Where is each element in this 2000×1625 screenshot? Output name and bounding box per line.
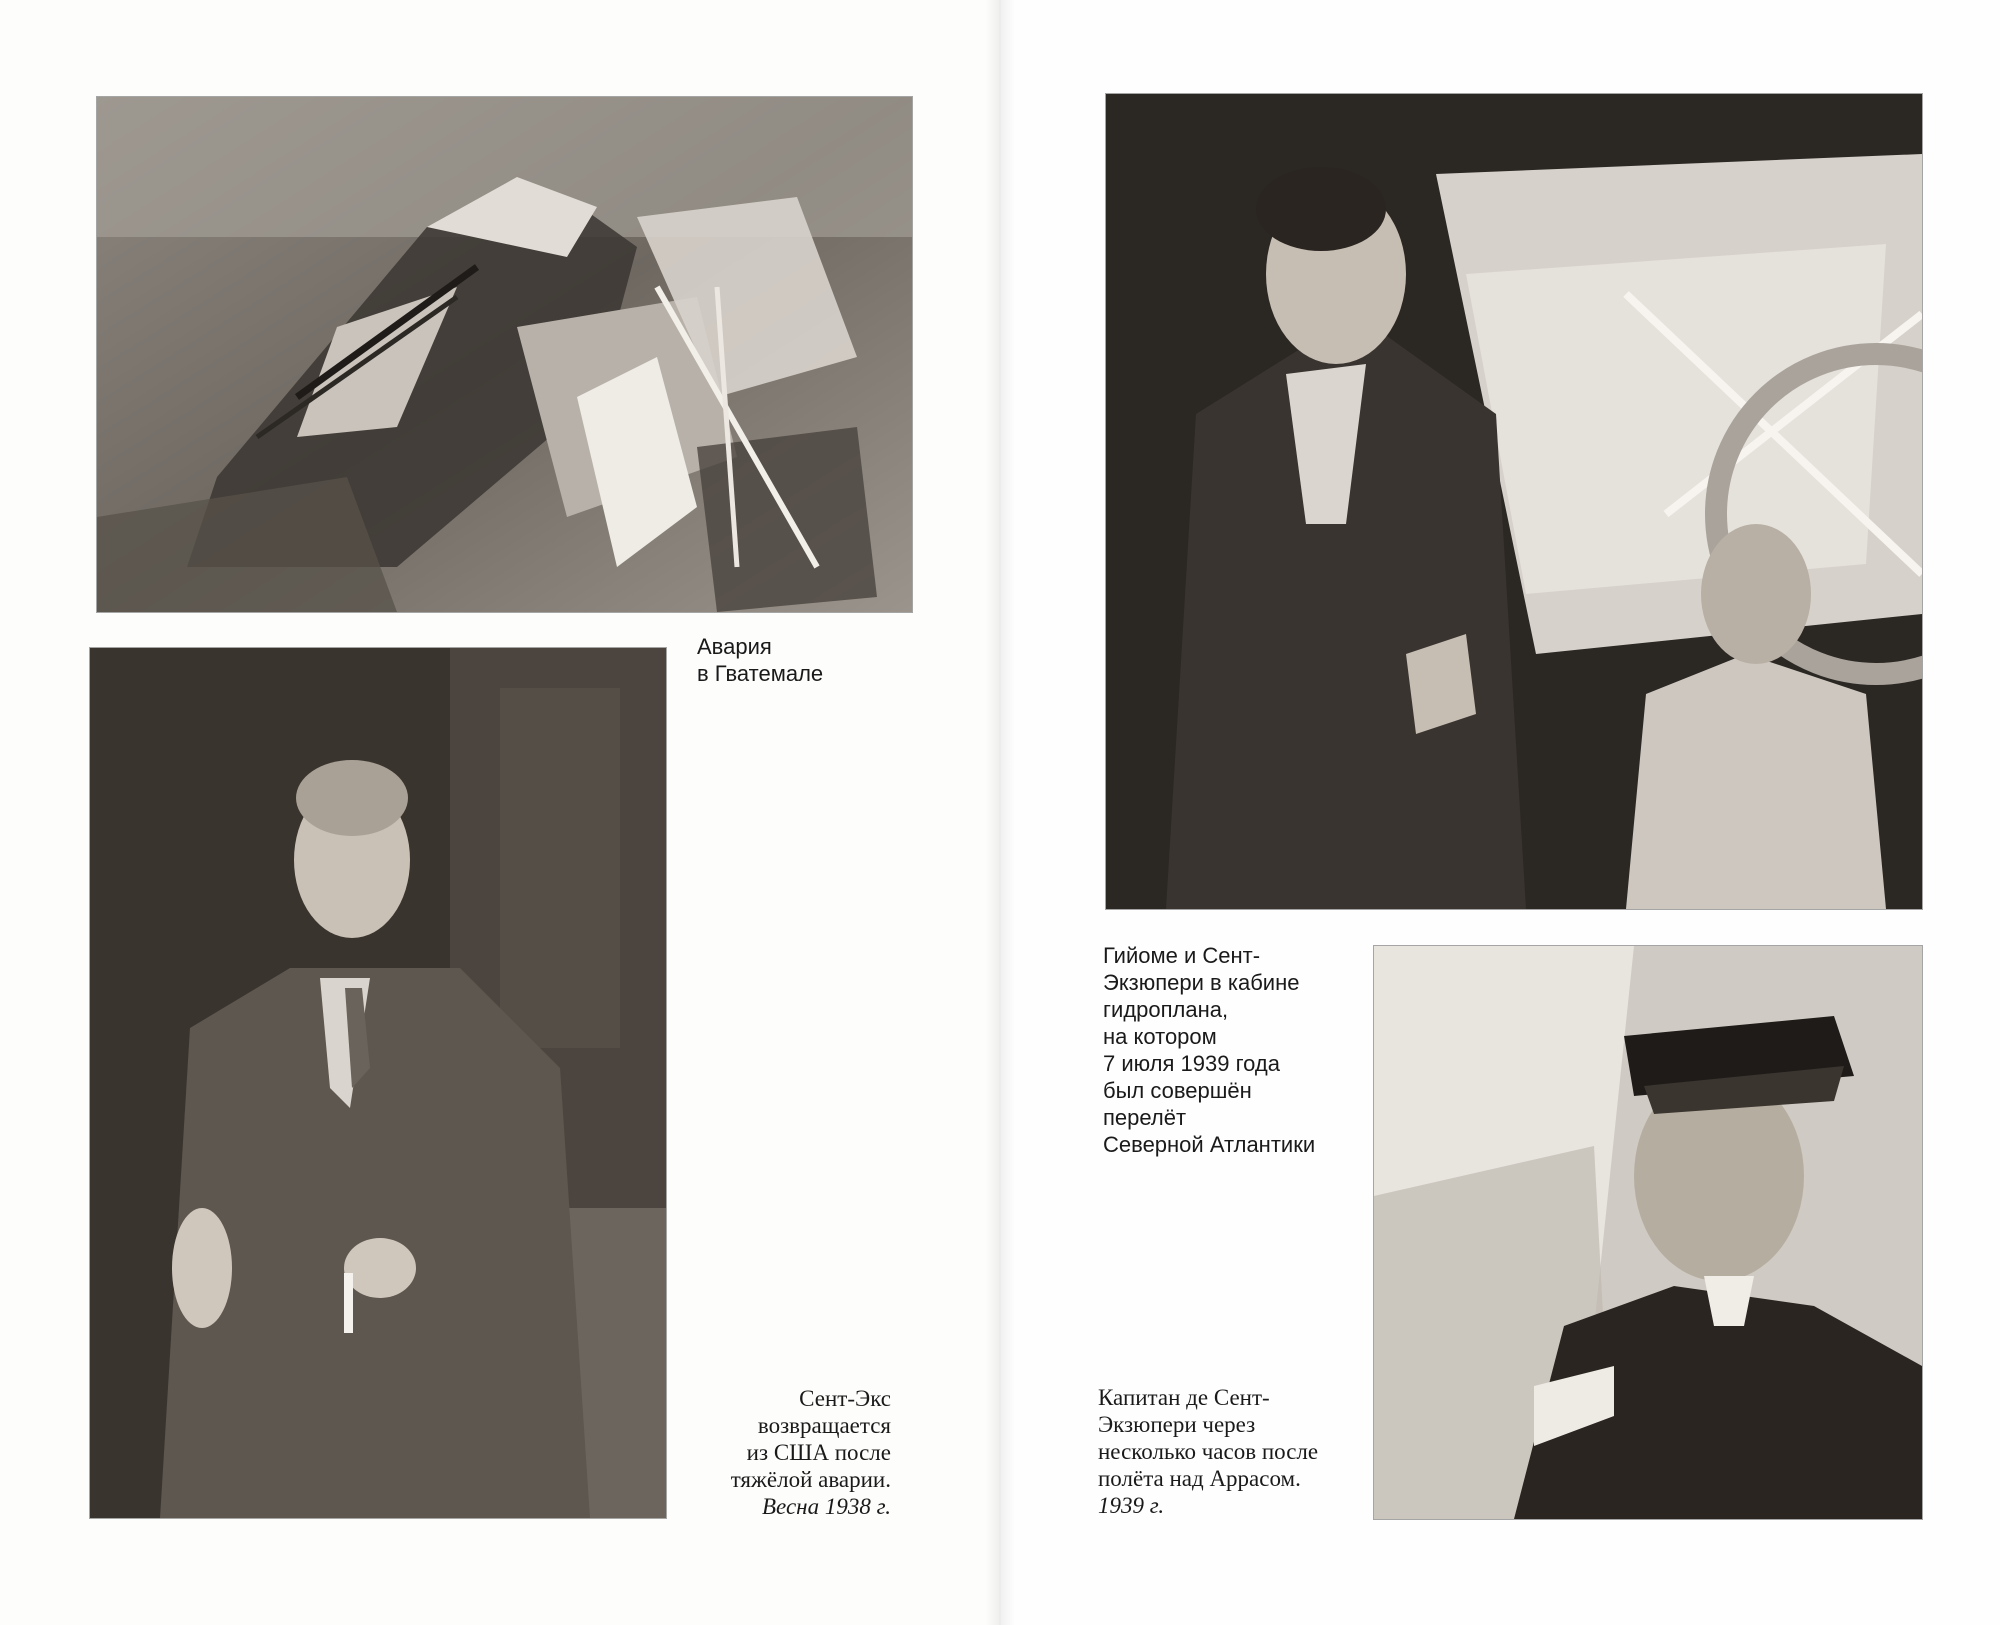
caption-cockpit bbox=[1103, 942, 1315, 1158]
seaplane-cockpit-photo bbox=[1106, 94, 1922, 909]
caption-line: на котором bbox=[1103, 1024, 1217, 1049]
caption-line: гидроплана, bbox=[1103, 997, 1229, 1022]
caption-line: Авария bbox=[697, 634, 772, 659]
caption-date: 1939 г. bbox=[1098, 1493, 1165, 1518]
caption-crash bbox=[697, 633, 823, 687]
caption-line: полёта над Аррасом. bbox=[1098, 1466, 1301, 1491]
caption-line: возвращается bbox=[757, 1413, 891, 1438]
caption-line: Капитан де Сент- bbox=[1098, 1385, 1270, 1410]
book-gutter bbox=[985, 0, 1015, 1625]
caption-line: 7 июля 1939 года bbox=[1103, 1051, 1280, 1076]
caption-line: Сент-Экс bbox=[799, 1386, 891, 1411]
caption-line: тяжёлой аварии. bbox=[730, 1467, 891, 1492]
saint-ex-portrait-photo bbox=[90, 648, 666, 1518]
caption-line: Экзюпери через bbox=[1098, 1412, 1256, 1437]
captain-portrait-photo bbox=[1374, 946, 1922, 1519]
caption-line: Северной Атлантики bbox=[1103, 1132, 1316, 1157]
caption-line: несколько часов после bbox=[1098, 1439, 1319, 1464]
caption-line: Гийоме и Сент- bbox=[1103, 943, 1261, 968]
caption-line: перелёт bbox=[1103, 1105, 1187, 1130]
crash-wreckage-photo bbox=[97, 97, 912, 612]
caption-portrait bbox=[666, 1385, 891, 1520]
caption-line: в Гватемале bbox=[697, 661, 824, 686]
caption-line: Экзюпери в кабине bbox=[1103, 970, 1300, 995]
caption-line: был совершён bbox=[1103, 1078, 1252, 1103]
caption-captain bbox=[1098, 1384, 1318, 1519]
caption-line: из США после bbox=[746, 1440, 891, 1465]
caption-date: Весна 1938 г. bbox=[762, 1494, 891, 1519]
